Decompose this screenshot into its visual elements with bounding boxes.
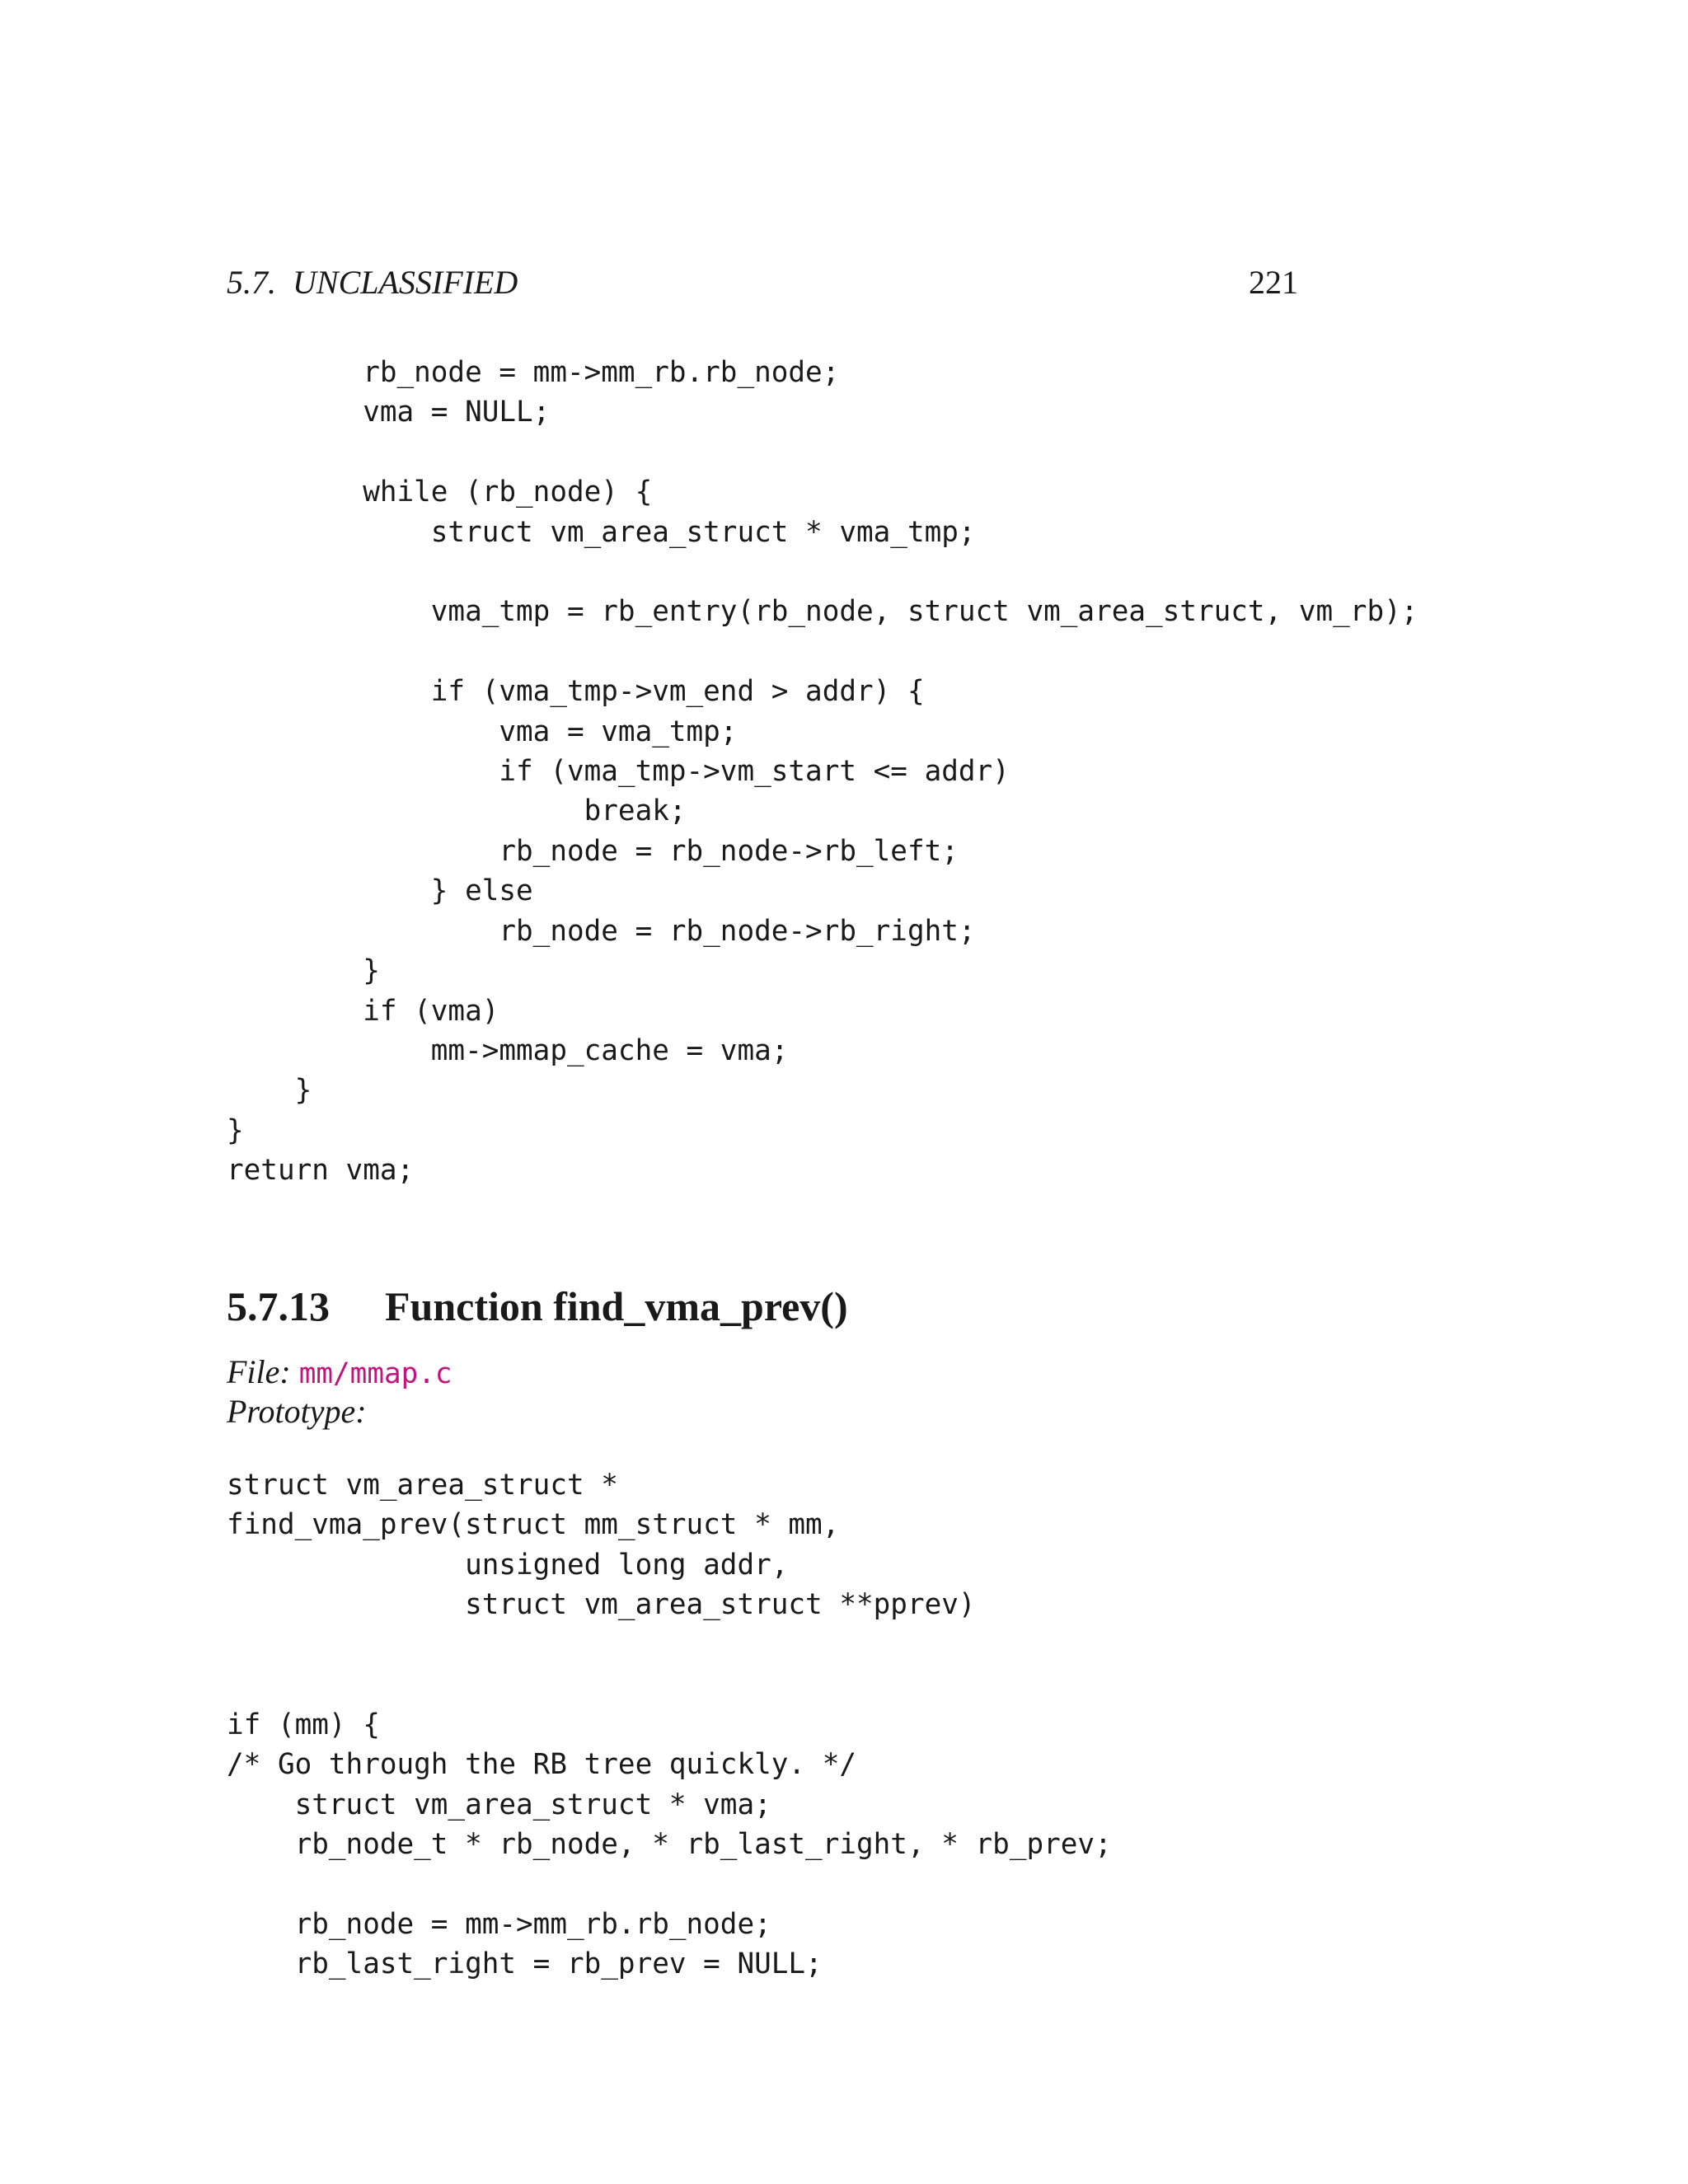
- section-title: Function find_vma_prev(): [385, 1283, 848, 1329]
- header-section-title: 5.7. UNCLASSIFIED: [227, 264, 518, 301]
- section-number: 5.7.13: [227, 1283, 330, 1329]
- code-block-function-body: if (mm) { /* Go through the RB tree quickly. */ struct vm_area_struct * vma; rb_node_t * rb_node, * rb_last_right, * rb_prev; rb_node = mm->mm_rb.rb_node; rb_last_right = rb_prev = NULL;: [227, 1708, 1112, 1981]
- prototype-label: Prototype:: [227, 1393, 367, 1430]
- section-heading: [227, 1282, 848, 1331]
- page-number: 221: [1249, 264, 1298, 301]
- file-info-line: [227, 1352, 452, 1394]
- file-path-link[interactable]: mm/mmap.c: [298, 1357, 452, 1390]
- code-block-find-vma-tail: rb_node = mm->mm_rb.rb_node; vma = NULL; while (rb_node) { struct vm_area_struct * vma_tmp; vma_tmp = rb_entry(rb_node, struct vm_area_struct, vm_rb); if (vma_tmp->vm_end > addr) { vma = vma_tmp; if (vma_tmp->vm_start <= addr) break; rb_node = rb_node->rb_left; } else rb_node = rb_node->rb_right; } if (vma) mm->mmap_cache = vma; } } return vma;: [227, 356, 1418, 1188]
- running-header: [227, 262, 1298, 303]
- code-block-prototype: struct vm_area_struct * find_vma_prev(struct mm_struct * mm, unsigned long addr, struct vm_area_struct **pprev): [227, 1469, 976, 1622]
- file-label: File:: [227, 1353, 291, 1390]
- prototype-line: [227, 1392, 367, 1432]
